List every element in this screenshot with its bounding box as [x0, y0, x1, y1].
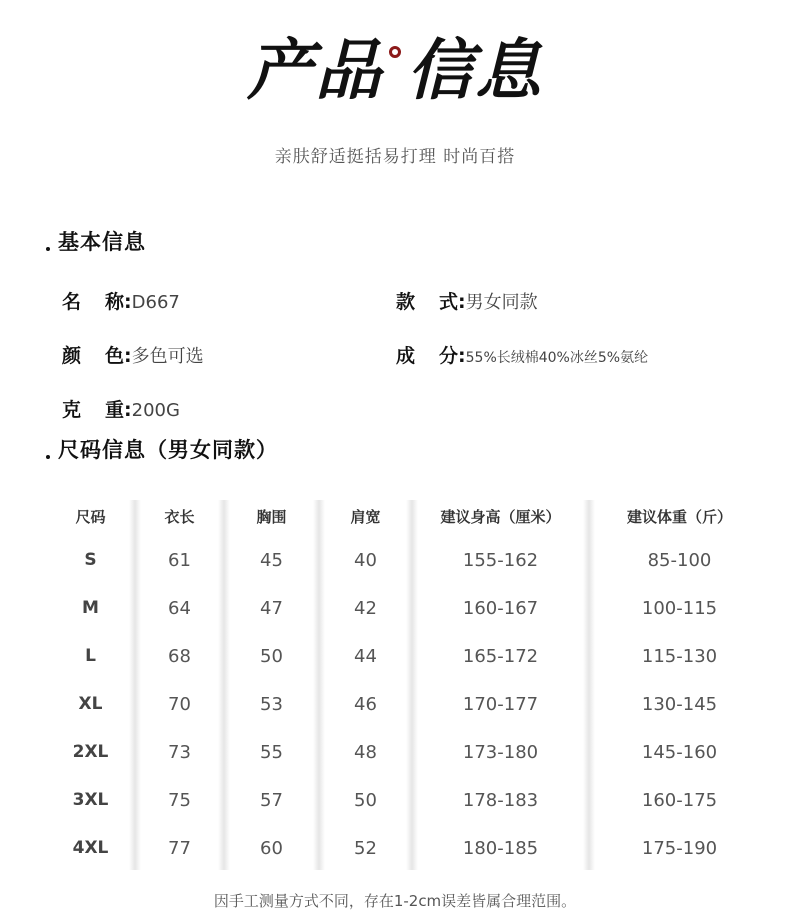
table-cell: 45 [260, 549, 283, 571]
size-info-heading-text: 尺码信息（男女同款） [58, 438, 278, 462]
title-dot-icon [389, 46, 401, 58]
table-cell: L [85, 646, 96, 666]
info-row-material [396, 341, 648, 368]
bullet-dot-icon [46, 247, 50, 251]
basic-info-heading-text: 基本信息 [58, 230, 146, 254]
table-cell: 100-115 [641, 597, 718, 619]
measurement-footnote: 因手工测量方式不同，存在1-2cm误差皆属合理范围。 [213, 892, 577, 910]
table-cell: 50 [354, 789, 377, 811]
basic-info-heading [46, 226, 146, 256]
table-cell: 61 [168, 549, 191, 571]
table-row [46, 776, 770, 824]
table-row [46, 824, 770, 872]
table-cell: 52 [354, 837, 377, 859]
table-cell: 173-180 [462, 741, 539, 763]
info-label: 颜 色: [62, 345, 132, 367]
table-cell: S [84, 550, 97, 570]
column-header: 肩宽 [350, 507, 381, 526]
table-cell: 160-175 [641, 789, 718, 811]
column-header: 胸围 [256, 507, 287, 526]
table-header-row [46, 496, 770, 536]
table-cell: M [82, 598, 99, 618]
column-header: 尺码 [75, 507, 106, 526]
table-cell: 178-183 [462, 789, 539, 811]
table-cell: 2XL [72, 742, 109, 762]
title-right: 信息 [407, 31, 543, 109]
title-left: 产品 [247, 31, 383, 109]
info-value: 55%长绒棉40%冰丝5%氨纶 [465, 350, 649, 366]
table-row [46, 584, 770, 632]
table-cell: 46 [354, 693, 377, 715]
table-cell: 77 [168, 837, 191, 859]
table-cell: 68 [168, 645, 191, 667]
info-value: 男女同款 [465, 292, 538, 313]
info-row-color [62, 341, 204, 368]
table-cell: 115-130 [641, 645, 718, 667]
table-cell: 3XL [72, 790, 109, 810]
table-cell: 75 [168, 789, 191, 811]
column-header: 衣长 [164, 507, 195, 526]
table-cell: 4XL [72, 838, 109, 858]
info-value: 200G [131, 400, 180, 421]
info-label: 款 式: [396, 291, 466, 313]
table-cell: 53 [260, 693, 283, 715]
page-title [0, 28, 790, 118]
table-row [46, 728, 770, 776]
bullet-dot-icon [46, 455, 50, 459]
page-subtitle: 亲肤舒适挺括易打理 时尚百搭 [274, 147, 516, 167]
table-cell: 160-167 [462, 597, 539, 619]
table-cell: 70 [168, 693, 191, 715]
table-cell: XL [78, 694, 103, 714]
table-cell: 64 [168, 597, 191, 619]
table-cell: 42 [354, 597, 377, 619]
table-cell: 44 [354, 645, 377, 667]
table-cell: 175-190 [641, 837, 718, 859]
table-cell: 60 [260, 837, 283, 859]
table-cell: 40 [354, 549, 377, 571]
info-value: D667 [131, 292, 180, 313]
table-row [46, 680, 770, 728]
table-cell: 180-185 [462, 837, 539, 859]
info-row-style [396, 287, 538, 314]
info-row-weight [62, 395, 180, 422]
info-label: 成 分: [396, 345, 466, 367]
table-cell: 50 [260, 645, 283, 667]
table-row [46, 632, 770, 680]
table-cell: 85-100 [647, 549, 712, 571]
table-cell: 165-172 [462, 645, 539, 667]
column-header: 建议身高（厘米） [440, 507, 561, 526]
table-cell: 145-160 [641, 741, 718, 763]
table-cell: 47 [260, 597, 283, 619]
table-cell: 155-162 [462, 549, 539, 571]
column-header: 建议体重（斤） [626, 507, 732, 526]
table-cell: 57 [260, 789, 283, 811]
table-cell: 55 [260, 741, 283, 763]
table-cell: 170-177 [462, 693, 539, 715]
size-table [46, 496, 770, 872]
table-cell: 73 [168, 741, 191, 763]
info-label: 名 称: [62, 291, 132, 313]
size-info-heading [46, 434, 278, 464]
info-label: 克 重: [62, 399, 132, 421]
table-cell: 130-145 [641, 693, 718, 715]
info-row-name [62, 287, 180, 314]
info-value: 多色可选 [131, 346, 204, 367]
table-row [46, 536, 770, 584]
table-cell: 48 [354, 741, 377, 763]
